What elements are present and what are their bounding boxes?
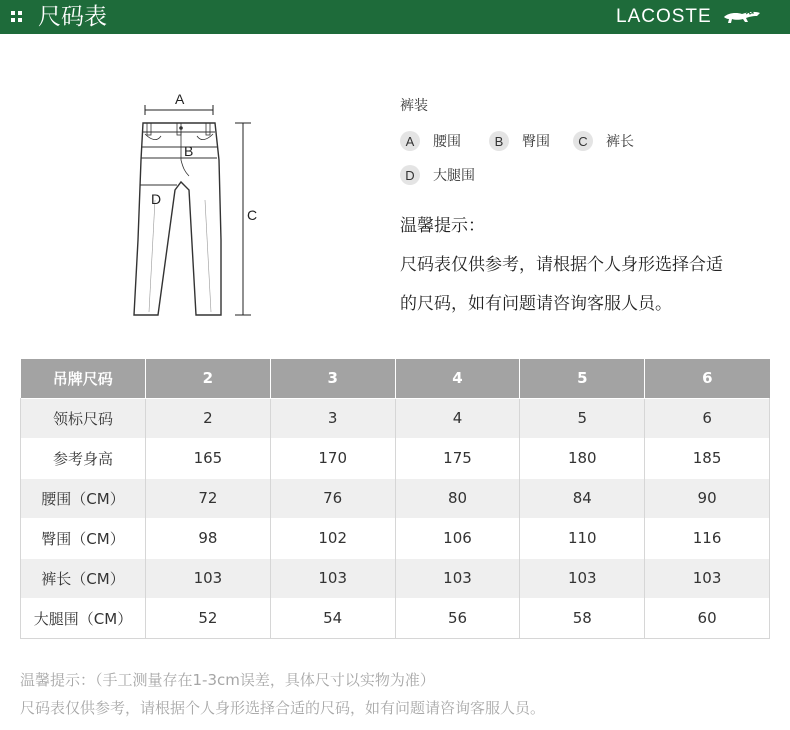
table-cell: 60: [645, 598, 770, 638]
legend-label-hip: 臀围: [522, 134, 550, 150]
table-cell: 103: [146, 558, 271, 598]
table-cell: 106: [395, 518, 520, 558]
legend-title: 裤装: [400, 98, 428, 114]
table-row: [21, 558, 770, 598]
table-row: [21, 598, 770, 638]
table-cell: 58: [520, 598, 645, 638]
table-cell: 2: [146, 398, 271, 438]
table-cell: 90: [645, 478, 770, 518]
legend-item-length: [573, 131, 634, 151]
table-row: [21, 398, 770, 438]
table-cell: 56: [395, 598, 520, 638]
table-cell: 103: [270, 558, 395, 598]
header-cell-tag-size: 吊牌尺码: [21, 359, 146, 398]
row-label: 参考身高: [21, 438, 146, 478]
diagram-label-b: B: [184, 143, 194, 159]
table-row: [21, 478, 770, 518]
diagram-label-a: A: [175, 91, 185, 107]
tips-title: 温馨提示：: [400, 216, 485, 236]
page-title: 尺码表: [38, 4, 107, 30]
table-cell: 175: [395, 438, 520, 478]
table-cell: 76: [270, 478, 395, 518]
table-header-row: [21, 359, 770, 398]
table-cell: 170: [270, 438, 395, 478]
legend-key-d: D: [400, 165, 420, 185]
header-cell-size: 4: [395, 359, 520, 398]
footer-note-1: 温馨提示：（手工测量存在1-3cm误差，具体尺寸以实物为准）: [20, 671, 435, 689]
row-label: 腰围（CM）: [21, 478, 146, 518]
legend-item-thigh: [400, 165, 475, 185]
table-row: [21, 518, 770, 558]
table-cell: 103: [645, 558, 770, 598]
table-cell: 52: [146, 598, 271, 638]
table-cell: 98: [146, 518, 271, 558]
legend-item-waist: [400, 131, 461, 151]
table-cell: 3: [270, 398, 395, 438]
table-cell: 5: [520, 398, 645, 438]
size-table: [20, 359, 770, 639]
diagram-label-d: D: [151, 191, 162, 207]
pants-diagram: [125, 90, 275, 325]
row-label: 大腿围（CM）: [21, 598, 146, 638]
table-cell: 72: [146, 478, 271, 518]
footer-note-2: 尺码表仅供参考，请根据个人身形选择合适的尺码，如有问题请咨询客服人员。: [20, 699, 546, 717]
crocodile-logo-icon: [722, 6, 762, 26]
table-cell: 116: [645, 518, 770, 558]
header-cell-size: 2: [146, 359, 271, 398]
brand-name: LACOSTE: [616, 6, 712, 27]
table-cell: 180: [520, 438, 645, 478]
legend-key-c: C: [573, 131, 593, 151]
table-cell: 80: [395, 478, 520, 518]
header-cell-size: 5: [520, 359, 645, 398]
table-cell: 103: [395, 558, 520, 598]
legend-label-waist: 腰围: [433, 134, 461, 150]
table-cell: 102: [270, 518, 395, 558]
legend-key-b: B: [489, 131, 509, 151]
table-cell: 6: [645, 398, 770, 438]
table-cell: 54: [270, 598, 395, 638]
diagram-label-c: C: [247, 207, 258, 223]
header-bar: [0, 0, 790, 34]
table-cell: 185: [645, 438, 770, 478]
table-cell: 103: [520, 558, 645, 598]
grid-dots-icon: [11, 11, 25, 23]
row-label: 臀围（CM）: [21, 518, 146, 558]
tips-line-1: 尺码表仅供参考，请根据个人身形选择合适: [400, 255, 723, 275]
tips-line-2: 的尺码，如有问题请咨询客服人员。: [400, 294, 672, 314]
row-label: 领标尺码: [21, 398, 146, 438]
table-cell: 84: [520, 478, 645, 518]
legend-key-a: A: [400, 131, 420, 151]
legend-label-thigh: 大腿围: [433, 168, 475, 184]
table-cell: 4: [395, 398, 520, 438]
header-cell-size: 3: [270, 359, 395, 398]
table-row: [21, 438, 770, 478]
legend-label-length: 裤长: [606, 134, 634, 150]
table-cell: 165: [146, 438, 271, 478]
header-cell-size: 6: [645, 359, 770, 398]
legend-item-hip: [489, 131, 550, 151]
table-cell: 110: [520, 518, 645, 558]
row-label: 裤长（CM）: [21, 558, 146, 598]
